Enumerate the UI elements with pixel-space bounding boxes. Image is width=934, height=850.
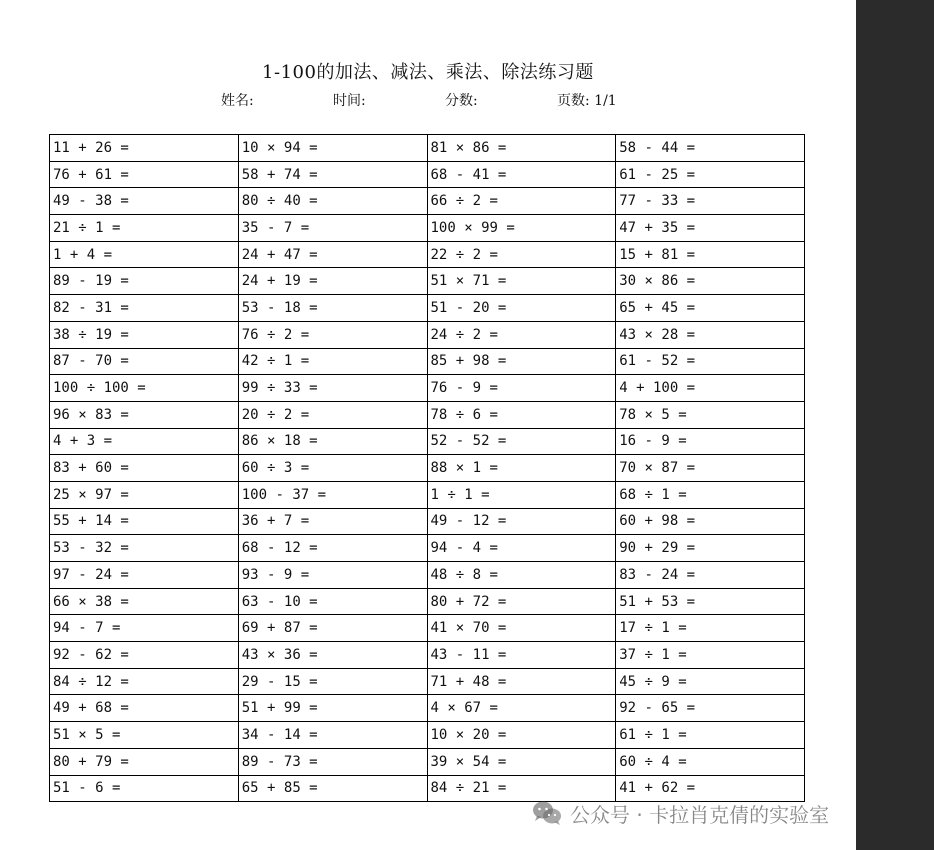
exercise-cell: 36 + 7 = [238,508,427,535]
exercise-cell: 100 ÷ 100 = [50,375,239,402]
exercise-cell: 25 × 97 = [50,481,239,508]
exercise-cell: 89 - 19 = [50,268,239,295]
exercise-cell: 48 ÷ 8 = [427,562,616,589]
exercise-cell: 93 - 9 = [238,562,427,589]
exercise-cell: 16 - 9 = [616,428,805,455]
table-row [50,268,805,295]
exercise-cell: 99 ÷ 33 = [238,375,427,402]
wechat-icon [532,800,562,826]
exercise-cell: 68 - 41 = [427,161,616,188]
exercise-cell: 83 + 60 = [50,455,239,482]
exercise-cell: 42 ÷ 1 = [238,348,427,375]
exercise-cell: 10 × 20 = [427,722,616,749]
table-row [50,161,805,188]
exercise-cell: 29 - 15 = [238,668,427,695]
exercise-cell: 90 + 29 = [616,535,805,562]
exercise-cell: 51 × 71 = [427,268,616,295]
table-row [50,215,805,242]
table-row [50,348,805,375]
table-row [50,295,805,322]
table-row [50,722,805,749]
table-row [50,455,805,482]
exercise-cell: 88 × 1 = [427,455,616,482]
exercise-cell: 97 - 24 = [50,562,239,589]
exercise-cell: 37 ÷ 1 = [616,642,805,669]
exercise-cell: 51 + 99 = [238,695,427,722]
table-row [50,615,805,642]
exercise-cell: 49 + 68 = [50,695,239,722]
exercise-cell: 35 - 7 = [238,215,427,242]
exercise-cell: 41 × 70 = [427,615,616,642]
exercise-cell: 78 × 5 = [616,401,805,428]
exercise-cell: 100 × 99 = [427,215,616,242]
watermark-text: 公众号 · 卡拉肖克倩的实验室 [570,802,830,827]
exercise-cell: 83 - 24 = [616,562,805,589]
exercise-cell: 20 ÷ 2 = [238,401,427,428]
exercise-cell: 45 ÷ 9 = [616,668,805,695]
exercise-cell: 38 ÷ 19 = [50,321,239,348]
exercise-cell: 53 - 32 = [50,535,239,562]
exercise-cell: 60 ÷ 3 = [238,455,427,482]
name-label: 姓名: [221,93,254,109]
exercise-cell: 92 - 65 = [616,695,805,722]
watermark [532,797,829,829]
table-row [50,375,805,402]
exercise-cell: 86 × 18 = [238,428,427,455]
table-row [50,241,805,268]
exercise-cell: 71 + 48 = [427,668,616,695]
exercise-cell: 76 - 9 = [427,375,616,402]
exercise-cell: 60 + 98 = [616,508,805,535]
exercise-table [49,134,805,802]
exercise-cell: 43 × 28 = [616,321,805,348]
table-row [50,428,805,455]
exercise-cell: 94 - 4 = [427,535,616,562]
table-row [50,562,805,589]
exercise-cell: 80 + 79 = [50,748,239,775]
table-row [50,588,805,615]
exercise-cell: 77 - 33 = [616,188,805,215]
table-row [50,481,805,508]
exercise-cell: 43 - 11 = [427,642,616,669]
viewer-side-panel [856,0,934,850]
exercise-cell: 21 ÷ 1 = [50,215,239,242]
exercise-cell: 69 + 87 = [238,615,427,642]
table-row [50,508,805,535]
exercise-cell: 51 + 53 = [616,588,805,615]
exercise-cell: 1 ÷ 1 = [427,481,616,508]
exercise-cell: 24 + 47 = [238,241,427,268]
exercise-cell: 66 × 38 = [50,588,239,615]
exercise-cell: 4 + 3 = [50,428,239,455]
table-row [50,695,805,722]
exercise-cell: 84 ÷ 12 = [50,668,239,695]
exercise-cell: 39 × 54 = [427,748,616,775]
exercise-cell: 63 - 10 = [238,588,427,615]
page-title: 1-100的加法、减法、乘法、除法练习题 [262,62,594,83]
exercise-cell: 94 - 7 = [50,615,239,642]
exercise-cell: 92 - 62 = [50,642,239,669]
table-row [50,668,805,695]
exercise-cell: 87 - 70 = [50,348,239,375]
exercise-cell: 4 + 100 = [616,375,805,402]
exercise-cell: 52 - 52 = [427,428,616,455]
exercise-cell: 30 × 86 = [616,268,805,295]
exercise-cell: 24 + 19 = [238,268,427,295]
exercise-cell: 61 - 25 = [616,161,805,188]
exercise-cell: 85 + 98 = [427,348,616,375]
exercise-cell: 81 × 86 = [427,135,616,162]
exercise-cell: 76 + 61 = [50,161,239,188]
exercise-cell: 11 + 26 = [50,135,239,162]
exercise-cell: 70 × 87 = [616,455,805,482]
exercise-cell: 65 + 85 = [238,775,427,802]
exercise-cell: 4 × 67 = [427,695,616,722]
exercise-cell: 100 - 37 = [238,481,427,508]
exercise-cell: 89 - 73 = [238,748,427,775]
table-row [50,535,805,562]
table-row [50,642,805,669]
pages-label: 页数: 1/1 [557,93,617,109]
exercise-cell: 78 ÷ 6 = [427,401,616,428]
exercise-cell: 80 + 72 = [427,588,616,615]
table-row [50,401,805,428]
exercise-cell: 17 ÷ 1 = [616,615,805,642]
exercise-cell: 22 ÷ 2 = [427,241,616,268]
exercise-cell: 43 × 36 = [238,642,427,669]
table-row [50,135,805,162]
exercise-cell: 1 + 4 = [50,241,239,268]
exercise-cell: 55 + 14 = [50,508,239,535]
exercise-cell: 61 ÷ 1 = [616,722,805,749]
exercise-cell: 65 + 45 = [616,295,805,322]
exercise-cell: 41 + 62 = [616,775,805,802]
exercise-cell: 24 ÷ 2 = [427,321,616,348]
exercise-cell: 58 + 74 = [238,161,427,188]
exercise-cell: 10 × 94 = [238,135,427,162]
exercise-cell: 80 ÷ 40 = [238,188,427,215]
exercise-cell: 15 + 81 = [616,241,805,268]
exercise-cell: 53 - 18 = [238,295,427,322]
exercise-cell: 34 - 14 = [238,722,427,749]
score-label: 分数: [445,93,478,109]
exercise-cell: 58 - 44 = [616,135,805,162]
time-label: 时间: [333,93,366,109]
exercise-cell: 96 × 83 = [50,401,239,428]
exercise-cell: 66 ÷ 2 = [427,188,616,215]
exercise-cell: 60 ÷ 4 = [616,748,805,775]
exercise-cell: 68 ÷ 1 = [616,481,805,508]
info-row [0,90,856,110]
exercise-cell: 51 - 20 = [427,295,616,322]
table-row [50,321,805,348]
exercise-cell: 51 - 6 = [50,775,239,802]
table-row [50,188,805,215]
exercise-cell: 76 ÷ 2 = [238,321,427,348]
exercise-cell: 49 - 12 = [427,508,616,535]
exercise-cell: 51 × 5 = [50,722,239,749]
exercise-cell: 49 - 38 = [50,188,239,215]
exercise-cell: 82 - 31 = [50,295,239,322]
exercise-cell: 84 ÷ 21 = [427,775,616,802]
table-row [50,748,805,775]
exercise-cell: 68 - 12 = [238,535,427,562]
exercise-cell: 47 + 35 = [616,215,805,242]
exercise-cell: 61 - 52 = [616,348,805,375]
